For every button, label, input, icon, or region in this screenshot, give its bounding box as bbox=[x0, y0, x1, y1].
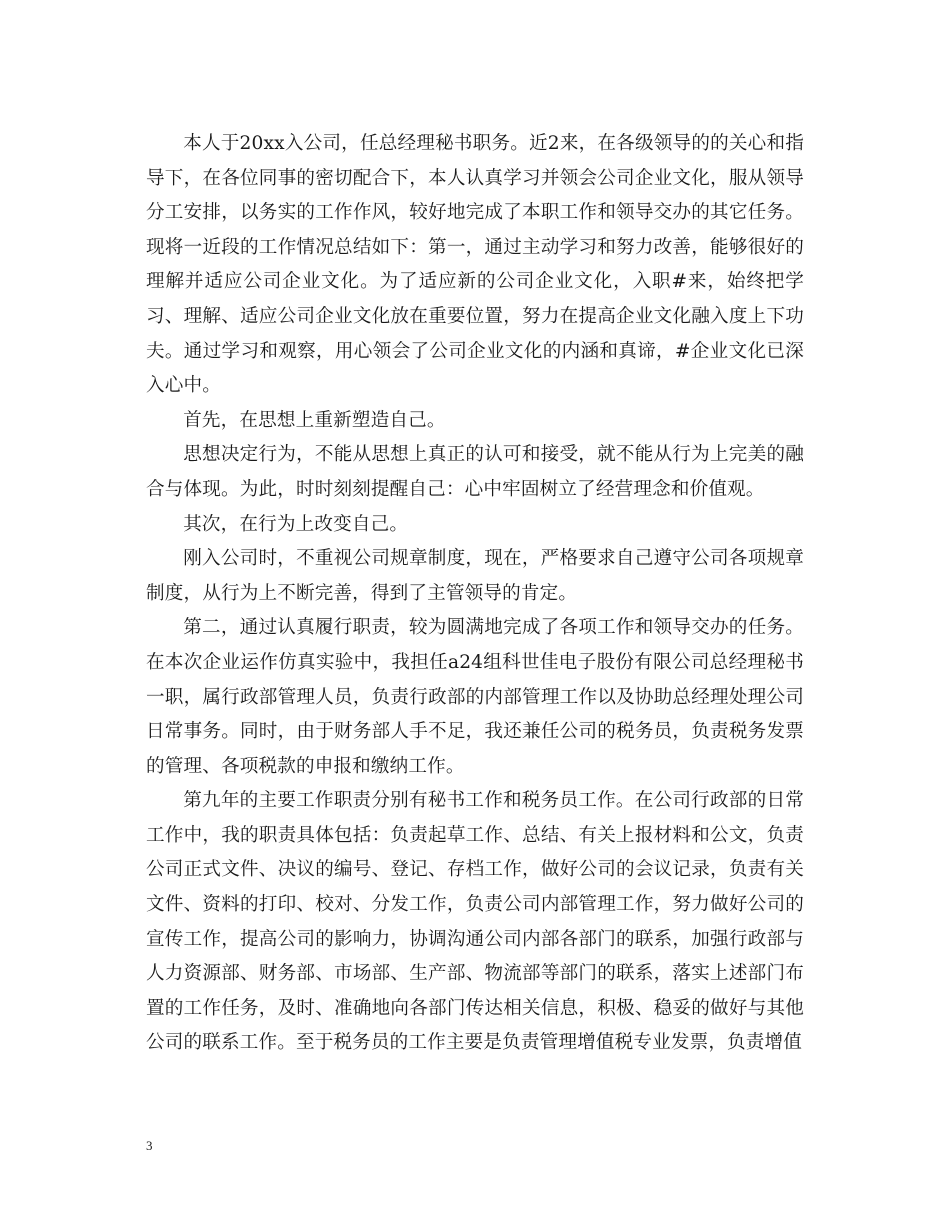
paragraph-intro: 本人于20xx入公司，任总经理秘书职务。近2来，在各级领导的的关心和指导下，在各位同事的密切配合下，本人认真学习并领会公司企业文化，服从领导分工安排，以务实的工作作风，较好地完成了本职工作和领导交办的其它任务。现将一近段的工作情况总结如下：第一，通过主动学习和努力改善，能够很好的理解并适应公司企业文化。为了适应新的公司企业文化，入职#来，始终把学习、理解、适应公司企业文化放在重要位置，努力在提高企业文化融入度上下功夫。通过学习和观察，用心领会了公司企业文化的内涵和真谛，#企业文化已深入心中。 bbox=[146, 133, 804, 397]
document-body bbox=[146, 127, 804, 1061]
page-number: 3 bbox=[146, 1138, 153, 1153]
paragraph-thought: 思想决定行为，不能从思想上真正的认可和接受，就不能从行为上完美的融合与体现。为此，时时刻刻提醒自己：心中牢固树立了经营理念和价值观。 bbox=[146, 444, 804, 500]
paragraph-behavior: 刚入公司时，不重视公司规章制度，现在，严格要求自己遵守公司各项规章制度，从行为上不断完善，得到了主管领导的肯定。 bbox=[146, 548, 804, 604]
paragraph-duties: 第二，通过认真履行职责，较为圆满地完成了各项工作和领导交办的任务。在本次企业运作仿真实验中，我担任a24组科世佳电子股份有限公司总经理秘书一职，属行政部管理人员，负责行政部的内部管理工作以及协助总经理处理公司日常事务。同时，由于财务部人手不足，我还兼任公司的税务员，负责税务发票的管理、各项税款的申报和缴纳工作。 bbox=[146, 617, 804, 777]
paragraph-first-point: 首先，在思想上重新塑造自己。 bbox=[183, 409, 446, 431]
paragraph-second-point: 其次，在行为上改变自己。 bbox=[183, 513, 409, 535]
paragraph-responsibilities: 第九年的主要工作职责分别有秘书工作和税务员工作。在公司行政部的日常工作中，我的职责具体包括：负责起草工作、总结、有关上报材料和公文，负责公司正式文件、决议的编号、登记、存档工作，做好公司的会议记录，负责有关文件、资料的打印、校对、分发工作，负责公司内部管理工作，努力做好公司的宣传工作，提高公司的影响力，协调沟通公司内部各部门的联系，加强行政部与人力资源部、财务部、市场部、生产部、物流部等部门的联系，落实上述部门布置的工作任务，及时、准确地向各部门传达相关信息，积极、稳妥的做好与其他公司的联系工作。至于税务员的工作主要是负责管理增值税专业发票，负责增值 bbox=[146, 790, 804, 1054]
